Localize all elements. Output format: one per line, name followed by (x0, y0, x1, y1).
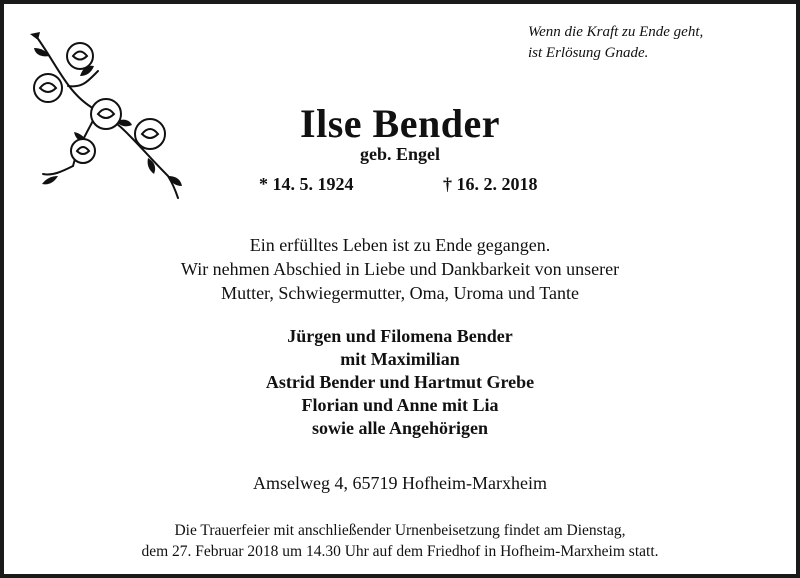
mourner-line: mit Maximilian (340, 349, 460, 369)
intro-line: Mutter, Schwiegermutter, Oma, Uroma und Tante (221, 283, 579, 303)
quote-line: ist Erlösung Gnade. (528, 45, 649, 61)
death-date: † 16. 2. 2018 (443, 174, 538, 194)
intro-line: Ein erfülltes Leben ist zu Ende gegangen. (249, 235, 551, 255)
intro-line: Wir nehmen Abschied in Liebe und Dankbarkeit von unserer (180, 259, 620, 279)
maiden-name: geb. Engel (359, 144, 440, 164)
address: Amselweg 4, 65719 Hofheim-Marxheim (253, 473, 547, 493)
birth-date: * 14. 5. 1924 (259, 174, 354, 194)
ceremony-line: Die Trauerfeier mit anschließender Urnenbeisetzung findet am Dienstag, (174, 522, 626, 539)
mourner-line: Jürgen und Filomena Bender (287, 326, 513, 346)
mourner-line: sowie alle Angehörigen (312, 418, 488, 438)
ceremony-notice (4, 520, 796, 562)
mourner-line: Florian und Anne mit Lia (301, 395, 499, 415)
deceased-name: Ilse Bender (300, 101, 500, 146)
ceremony-line: dem 27. Februar 2018 um 14.30 Uhr auf dem Friedhof in Hofheim-Marxheim statt. (141, 543, 659, 560)
quote-line: Wenn die Kraft zu Ende geht, (528, 24, 704, 40)
intro-text (4, 233, 796, 305)
quote (528, 22, 758, 64)
mourners-list (4, 325, 796, 440)
mourner-line: Astrid Bender und Hartmut Grebe (265, 372, 535, 392)
